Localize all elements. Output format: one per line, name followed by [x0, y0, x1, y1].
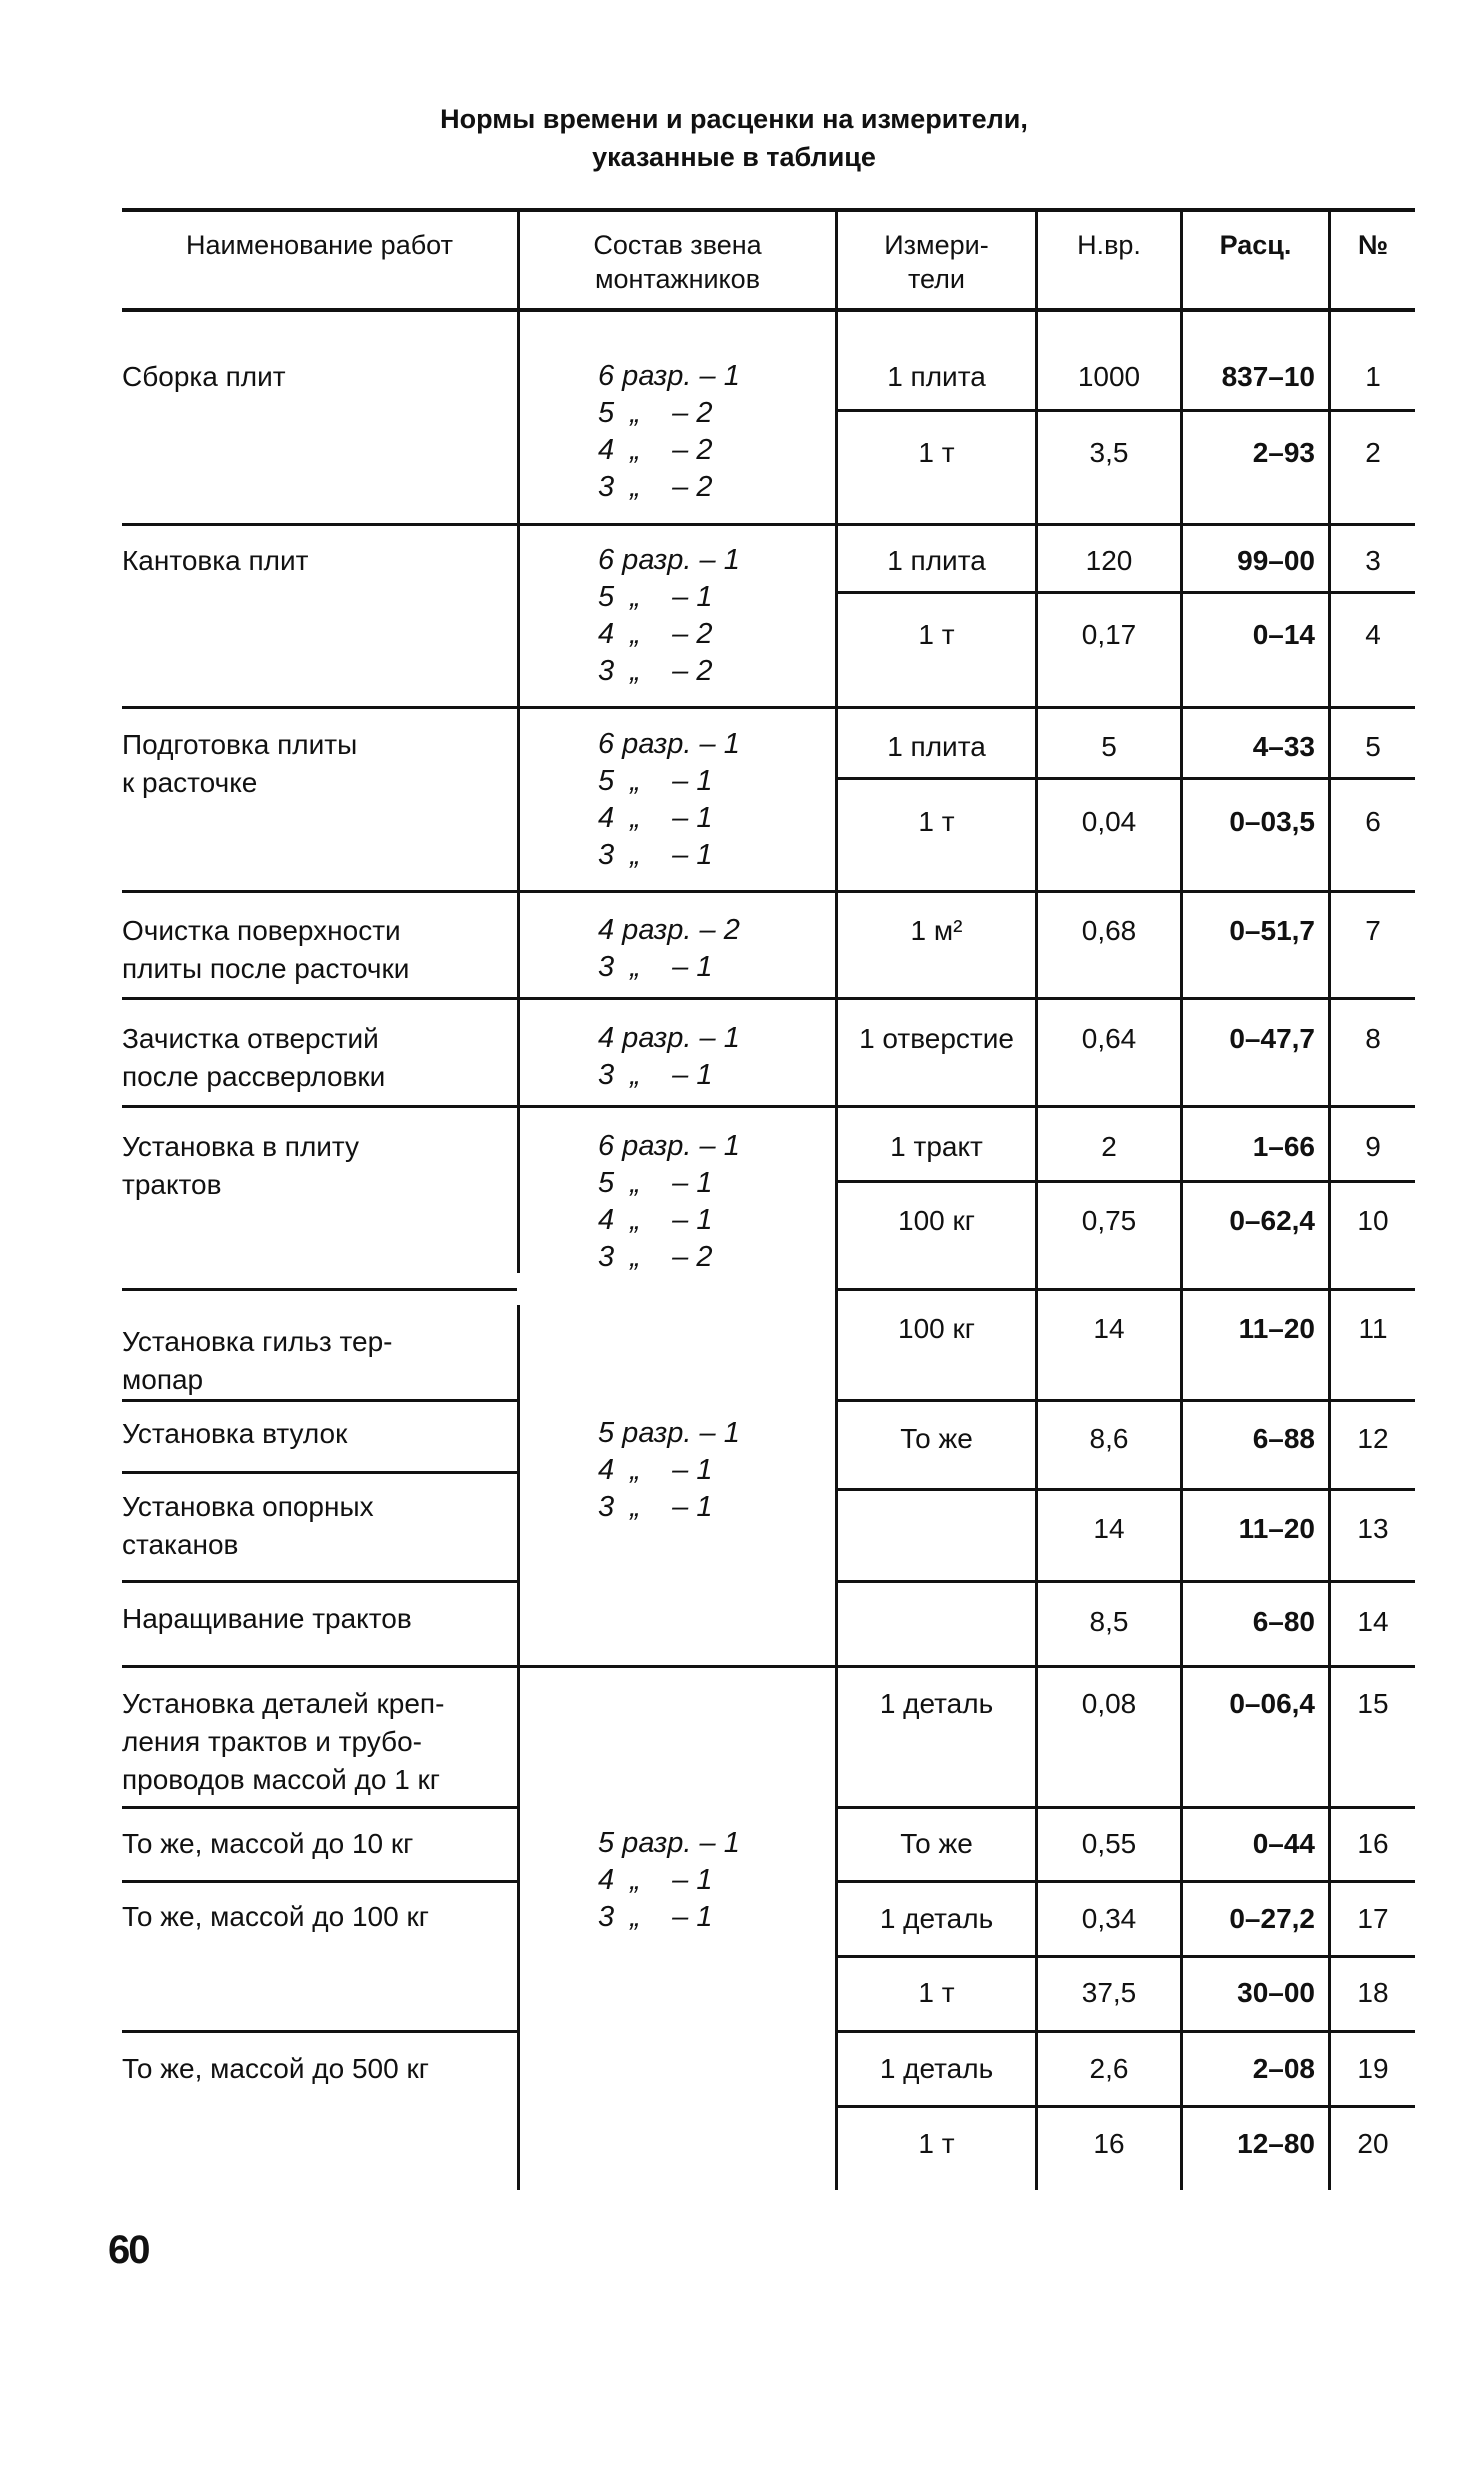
crew-line: 4 „ – 1 [598, 1864, 713, 1896]
norm-cell: 8,6 [1089, 1423, 1129, 1454]
num-cell: 19 [1357, 2053, 1389, 2084]
work-name: трактов [122, 1169, 222, 1200]
norm-cell: 8,5 [1089, 1606, 1129, 1637]
header-unit-1: Измери- [884, 230, 989, 260]
work-name: То же, массой до 100 кг [122, 1901, 429, 1932]
norm-cell: 37,5 [1081, 1977, 1137, 2008]
crew-line: 3 „ – 1 [598, 1901, 713, 1933]
work-name: То же, массой до 500 кг [122, 2053, 429, 2084]
work-name: Кантовка плит [122, 545, 309, 576]
norm-cell: 0,34 [1081, 1903, 1137, 1934]
rate-cell: 0–62,4 [1229, 1205, 1315, 1236]
crew-line: 5 „ – 1 [598, 765, 713, 797]
crew-line: 6 разр. – 1 [598, 1130, 740, 1162]
crew-line: 3 „ – 2 [598, 471, 713, 503]
num-cell: 7 [1365, 915, 1381, 946]
crew-line: 4 „ – 2 [598, 618, 713, 650]
crew-line: 5 „ – 1 [598, 581, 713, 613]
crew-line: 6 разр. – 1 [598, 728, 740, 760]
work-name: стаканов [122, 1529, 239, 1560]
crew-line: 5 разр. – 1 [598, 1827, 740, 1859]
norm-cell: 0,04 [1081, 806, 1137, 837]
crew-line: 4 „ – 1 [598, 1204, 713, 1236]
rate-cell: 837–10 [1221, 361, 1315, 392]
norm-cell: 120 [1085, 545, 1133, 576]
rate-cell: 0–27,2 [1229, 1903, 1315, 1934]
header-crew-1: Состав звена [593, 230, 762, 260]
rate-cell: 4–33 [1252, 731, 1315, 762]
unit-cell: 1 т [918, 2128, 955, 2159]
rate-cell: 6–80 [1252, 1606, 1315, 1637]
crew-line: 4 разр. – 1 [598, 1022, 740, 1054]
num-cell: 16 [1357, 1828, 1389, 1859]
crew-line: 3 „ – 1 [598, 951, 713, 983]
unit-cell: 1 деталь [879, 1688, 994, 1719]
num-cell: 4 [1365, 619, 1381, 650]
unit-cell: 1 отверстие [859, 1023, 1014, 1054]
rate-cell: 99–00 [1237, 545, 1315, 576]
norm-cell: 5 [1101, 731, 1117, 762]
num-cell: 14 [1357, 1606, 1389, 1637]
work-name: Зачистка отверстий [122, 1023, 379, 1054]
rate-cell: 0–06,4 [1229, 1688, 1315, 1719]
num-cell: 1 [1365, 361, 1381, 392]
unit-cell: 100 кг [898, 1313, 975, 1344]
header-crew-2: монтажников [594, 264, 761, 294]
work-name: плиты после расточки [122, 953, 410, 984]
rate-cell: 0–44 [1252, 1828, 1315, 1859]
unit-cell: 1 плита [887, 361, 986, 392]
work-name: ления трактов и трубо- [122, 1726, 422, 1757]
unit-cell: 1 деталь [879, 1903, 994, 1934]
crew-line: 3 „ – 1 [598, 839, 713, 871]
rate-cell: 12–80 [1237, 2128, 1315, 2159]
crew-line: 3 „ – 2 [598, 655, 713, 687]
crew-line: 3 „ – 2 [598, 1241, 713, 1273]
unit-cell: 1 плита [887, 731, 986, 762]
norm-cell: 16 [1093, 2128, 1125, 2159]
unit-cell: 1 м² [910, 915, 963, 946]
norm-cell: 2,6 [1089, 2053, 1129, 2084]
header-unit-2: тели [907, 264, 966, 294]
num-cell: 5 [1365, 731, 1381, 762]
norm-cell: 3,5 [1089, 437, 1129, 468]
num-cell: 9 [1365, 1131, 1381, 1162]
crew-line: 4 разр. – 2 [598, 914, 740, 946]
rate-cell: 0–47,7 [1229, 1023, 1315, 1054]
num-cell: 8 [1365, 1023, 1381, 1054]
work-name: Наращивание трактов [122, 1603, 412, 1634]
norm-cell: 0,17 [1081, 619, 1137, 650]
unit-cell: 100 кг [898, 1205, 975, 1236]
norm-cell: 0,55 [1081, 1828, 1137, 1859]
title-line-2: указанные в таблице [592, 142, 876, 172]
work-name: после рассверловки [122, 1061, 386, 1092]
page-number: 60 [108, 2228, 149, 2272]
norm-cell: 0,08 [1081, 1688, 1137, 1719]
title-line-1: Нормы времени и расценки на измерители, [440, 104, 1028, 134]
header-norm: Н.вр. [1077, 230, 1141, 260]
work-name: То же, массой до 10 кг [122, 1828, 414, 1859]
norm-cell: 0,64 [1081, 1023, 1137, 1054]
num-cell: 2 [1365, 437, 1381, 468]
rate-cell: 1–66 [1252, 1131, 1315, 1162]
norm-cell: 0,75 [1081, 1205, 1137, 1236]
rate-cell: 11–20 [1238, 1313, 1315, 1344]
num-cell: 10 [1357, 1205, 1389, 1236]
num-cell: 18 [1357, 1977, 1389, 2008]
work-name: Сборка плит [122, 361, 286, 392]
work-name: Установка втулок [122, 1418, 348, 1449]
work-name: к расточке [122, 767, 258, 798]
work-name: проводов массой до 1 кг [122, 1764, 441, 1795]
num-cell: 15 [1357, 1688, 1389, 1719]
unit-cell: 1 деталь [879, 2053, 994, 2084]
work-name: мопар [122, 1364, 204, 1395]
rate-cell: 6–88 [1252, 1423, 1315, 1454]
work-name: Установка в плиту [122, 1131, 360, 1162]
work-name: Установка опорных [122, 1491, 374, 1522]
header-num: № [1357, 230, 1389, 260]
crew-line: 3 „ – 1 [598, 1059, 713, 1091]
unit-cell: 1 т [918, 1977, 955, 2008]
work-name: Очистка поверхности [122, 915, 401, 946]
crew-line: 5 „ – 1 [598, 1167, 713, 1199]
unit-cell: 1 тракт [890, 1131, 983, 1162]
num-cell: 17 [1357, 1903, 1389, 1934]
unit-cell: То же [900, 1423, 973, 1454]
work-name: Установка деталей креп- [122, 1688, 445, 1719]
norm-cell: 14 [1093, 1313, 1125, 1344]
norm-cell: 1000 [1077, 361, 1141, 392]
rate-cell: 0–51,7 [1229, 915, 1315, 946]
crew-line: 6 разр. – 1 [598, 360, 740, 392]
unit-cell: 1 т [918, 806, 955, 837]
crew-line: 3 „ – 1 [598, 1491, 713, 1523]
unit-cell: 1 т [918, 619, 955, 650]
num-cell: 12 [1357, 1423, 1389, 1454]
unit-cell: 1 т [918, 437, 955, 468]
num-cell: 6 [1365, 806, 1381, 837]
rate-cell: 0–03,5 [1229, 806, 1315, 837]
norm-cell: 2 [1101, 1131, 1117, 1162]
crew-line: 4 „ – 1 [598, 1454, 713, 1486]
unit-cell: То же [900, 1828, 973, 1859]
num-cell: 20 [1357, 2128, 1389, 2159]
unit-cell: 1 плита [887, 545, 986, 576]
rate-cell: 30–00 [1237, 1977, 1315, 2008]
num-cell: 13 [1357, 1513, 1389, 1544]
rate-cell: 0–14 [1252, 619, 1315, 650]
crew-line: 4 „ – 2 [598, 434, 713, 466]
rate-cell: 2–93 [1252, 437, 1315, 468]
rate-cell: 2–08 [1252, 2053, 1315, 2084]
work-name: Установка гильз тер- [122, 1326, 393, 1357]
crew-line: 5 разр. – 1 [598, 1417, 740, 1449]
num-cell: 11 [1358, 1313, 1388, 1344]
work-name: Подготовка плиты [122, 729, 358, 760]
table-title [0, 100, 1468, 176]
header-work: Наименование работ [186, 230, 453, 260]
norm-cell: 0,68 [1081, 915, 1137, 946]
crew-line: 4 „ – 1 [598, 802, 713, 834]
num-cell: 3 [1365, 545, 1381, 576]
rate-cell: 11–20 [1238, 1513, 1315, 1544]
crew-line: 5 „ – 2 [598, 397, 713, 429]
norm-cell: 14 [1093, 1513, 1125, 1544]
crew-line: 6 разр. – 1 [598, 544, 740, 576]
header-rate: Расц. [1219, 230, 1292, 260]
